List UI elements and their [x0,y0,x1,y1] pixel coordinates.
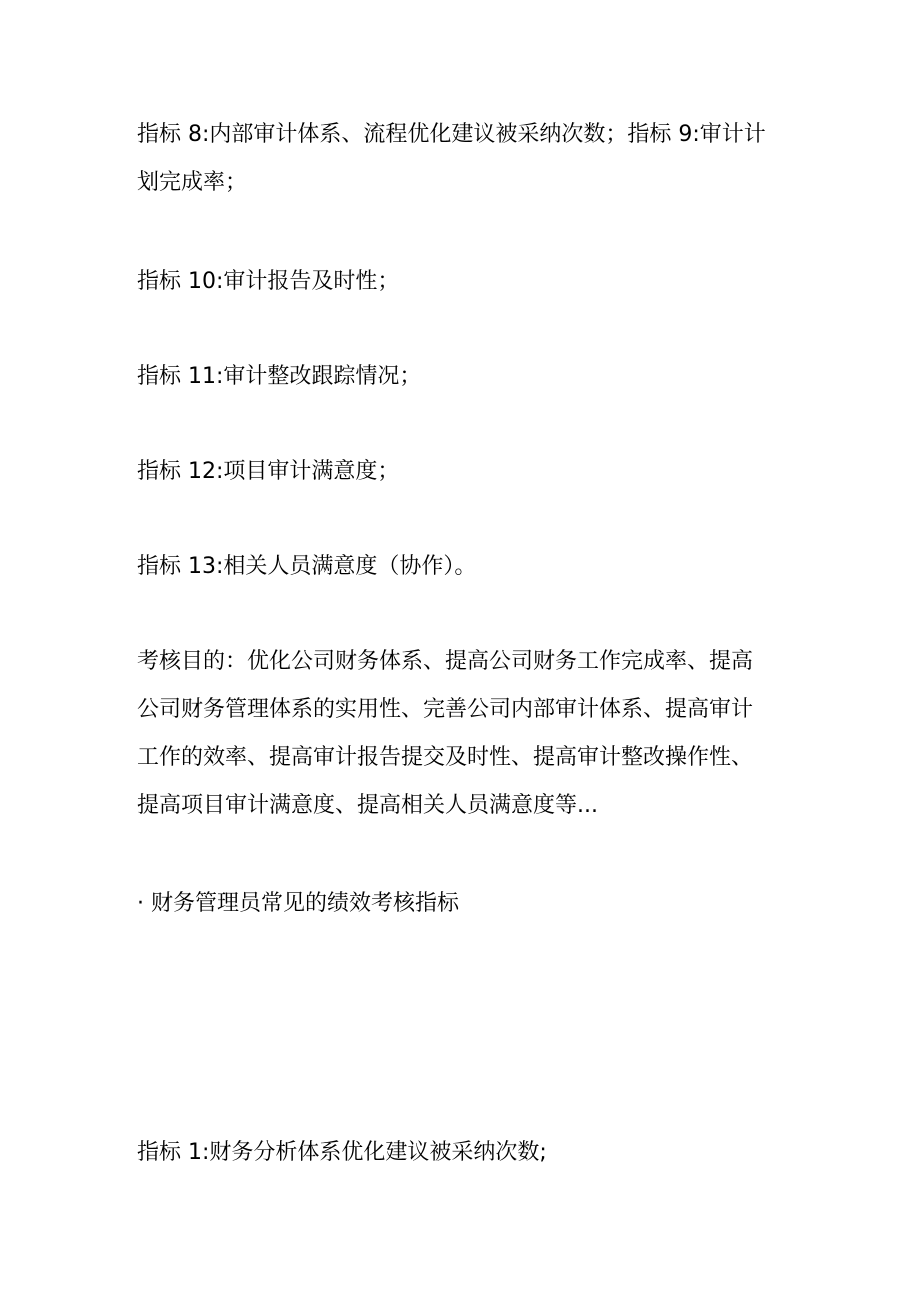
text-line: 指标 13:相关人员满意度（协作）。 [137,554,477,579]
paragraph-indicator-12 [137,448,817,496]
paragraph-indicator-11 [137,353,817,401]
paragraph-indicator-10 [137,258,817,306]
text-line: 划完成率； [137,170,248,195]
text-line: 工作的效率、提高审计报告提交及时性、提高审计整改操作性、 [137,745,754,770]
section-heading-text: · 财务管理员常见的绩效考核指标 [137,891,459,916]
text-line: 公司财务管理体系的实用性、完善公司内部审计体系、提高审计 [137,697,754,722]
text-line: 指标 11:审计整改跟踪情况； [137,364,422,389]
text-line: 指标 10:审计报告及时性； [137,269,400,294]
text-line: 提高项目审计满意度、提高相关人员满意度等... [137,793,598,818]
paragraph-indicator-1 [137,1129,817,1177]
paragraph-assessment-purpose [137,638,817,830]
text-line: 指标 12:项目审计满意度； [137,459,400,484]
section-heading [137,880,817,928]
paragraph-indicator-8-9 [137,111,817,207]
text-line: 指标 1:财务分析体系优化建议被采纳次数; [137,1140,547,1165]
text-line: 考核目的：优化公司财务体系、提高公司财务工作完成率、提高 [137,649,754,674]
paragraph-indicator-13 [137,543,817,591]
text-line: 指标 8:内部审计体系、流程优化建议被采纳次数；指标 9:审计计 [137,122,766,147]
